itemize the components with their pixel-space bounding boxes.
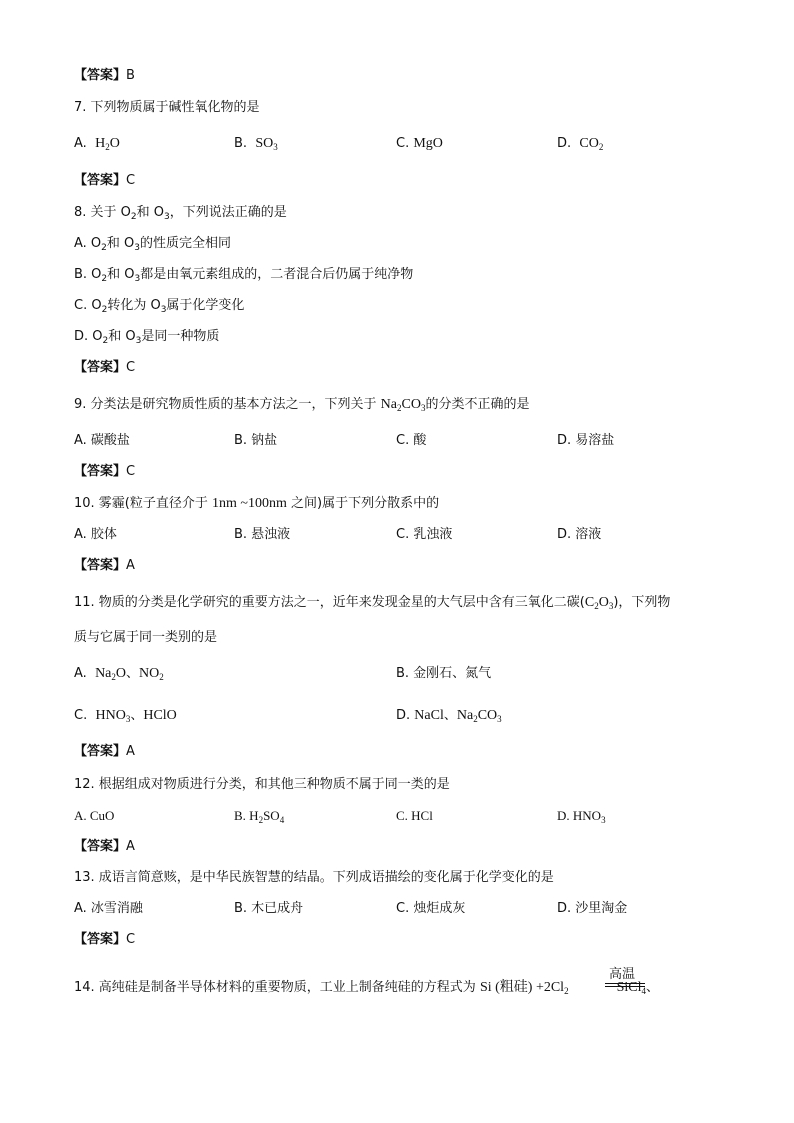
q7-stem: 7. 下列物质属于碱性氧化物的是 xyxy=(74,100,260,115)
q9-option-c: C. 酸 xyxy=(396,433,427,448)
q11-stem-line2: 质与它属于同一类别的是 xyxy=(74,630,218,645)
q8-option-b: B. $O_2$和 $O_3$都是由氧元素组成的，二者混合后仍属于纯净物 xyxy=(74,267,414,284)
q7-option-a: A. $H_2O$ xyxy=(74,136,120,152)
q8-option-d: D. $O_2$和 $O_3$是同一种物质 xyxy=(74,329,220,346)
q13-option-c: C. 烛炬成灰 xyxy=(396,901,466,916)
q12-option-d: D. $HNO_3$ xyxy=(557,808,606,825)
q7-option-d: D. $CO_2$ xyxy=(557,136,604,152)
q9-answer: 【答案】C xyxy=(74,464,136,479)
q11-answer: 【答案】A xyxy=(74,744,135,759)
q10-option-a: A. 胶体 xyxy=(74,527,117,542)
q12-option-c: C. HCl xyxy=(396,808,433,823)
q10-option-c: C. 乳浊液 xyxy=(396,527,453,542)
q10-option-b: B. 悬浊液 xyxy=(234,527,291,542)
q7-answer: 【答案】C xyxy=(74,173,136,188)
q9-stem: 9. 分类法是研究物质性质的基本方法之一，下列关于 $Na_2CO_3$的分类不正确的是 xyxy=(74,397,530,413)
q13-option-d: D. 沙里淘金 xyxy=(557,901,628,916)
q10-answer: 【答案】A xyxy=(74,558,135,573)
q9-option-b: B. 钠盐 xyxy=(234,433,278,448)
q12-stem: 12. 根据组成对物质进行分类，和其他三种物质不属于同一类的是 xyxy=(74,777,450,792)
q13-option-b: B. 木已成舟 xyxy=(234,901,304,916)
q11-option-b: B. 金刚石、氮气 xyxy=(396,666,492,681)
reaction-arrow-equals xyxy=(605,983,645,987)
q11-option-c: C. $HNO_3$、HClO xyxy=(74,708,177,724)
q11-option-a: A. $Na_2O$、$NO_2$ xyxy=(74,666,164,682)
reaction-condition: 高温 xyxy=(609,967,636,982)
q13-stem: 13. 成语言简意赅，是中华民族智慧的结晶。下列成语描绘的变化属于化学变化的是 xyxy=(74,870,554,885)
q10-option-d: D. 溶液 xyxy=(557,527,602,542)
q7-option-c: C. MgO xyxy=(396,136,443,151)
q8-option-a: A. $O_2$和 $O_3$的性质完全相同 xyxy=(74,236,232,253)
q13-answer: 【答案】C xyxy=(74,932,136,947)
q14-stem: 14. 高纯硅是制备半导体材料的重要物质，工业上制备纯硅的方程式为 Si (粗硅) $+2Cl_2$ SiCl$_4$、 xyxy=(74,980,659,996)
q12-answer: 【答案】A xyxy=(74,839,135,854)
q7-option-b: B. $SO_3$ xyxy=(234,136,278,152)
q9-option-a: A. 碳酸盐 xyxy=(74,433,130,448)
q8-stem: 8. 关于 $O_2$和 $O_3$，下列说法正确的是 xyxy=(74,205,287,222)
q8-answer: 【答案】C xyxy=(74,360,136,375)
q11-option-d: D. NaCl、$Na_2CO_3$ xyxy=(396,708,502,724)
answer-tag: 【答案】 xyxy=(74,68,127,83)
q11-stem: 11. 物质的分类是化学研究的重要方法之一，近年来发现金星的大气层中含有三氧化二碳$(C_2O_3)$，下列物 xyxy=(74,595,671,611)
q13-option-a: A. 冰雪消融 xyxy=(74,901,143,916)
q8-option-c: C. $O_2$转化为 $O_3$属于化学变化 xyxy=(74,298,245,315)
q10-stem: 10. 雾霾(粒子直径介于 1nm ~100nm 之间)属于下列分散系中的 xyxy=(74,496,440,511)
q9-option-d: D. 易溶盐 xyxy=(557,433,615,448)
answer-value: B xyxy=(126,68,135,83)
q12-option-b: B. $H_2SO_4$ xyxy=(234,808,285,825)
q6-answer xyxy=(74,67,135,85)
q12-option-a: A. CuO xyxy=(74,808,115,823)
